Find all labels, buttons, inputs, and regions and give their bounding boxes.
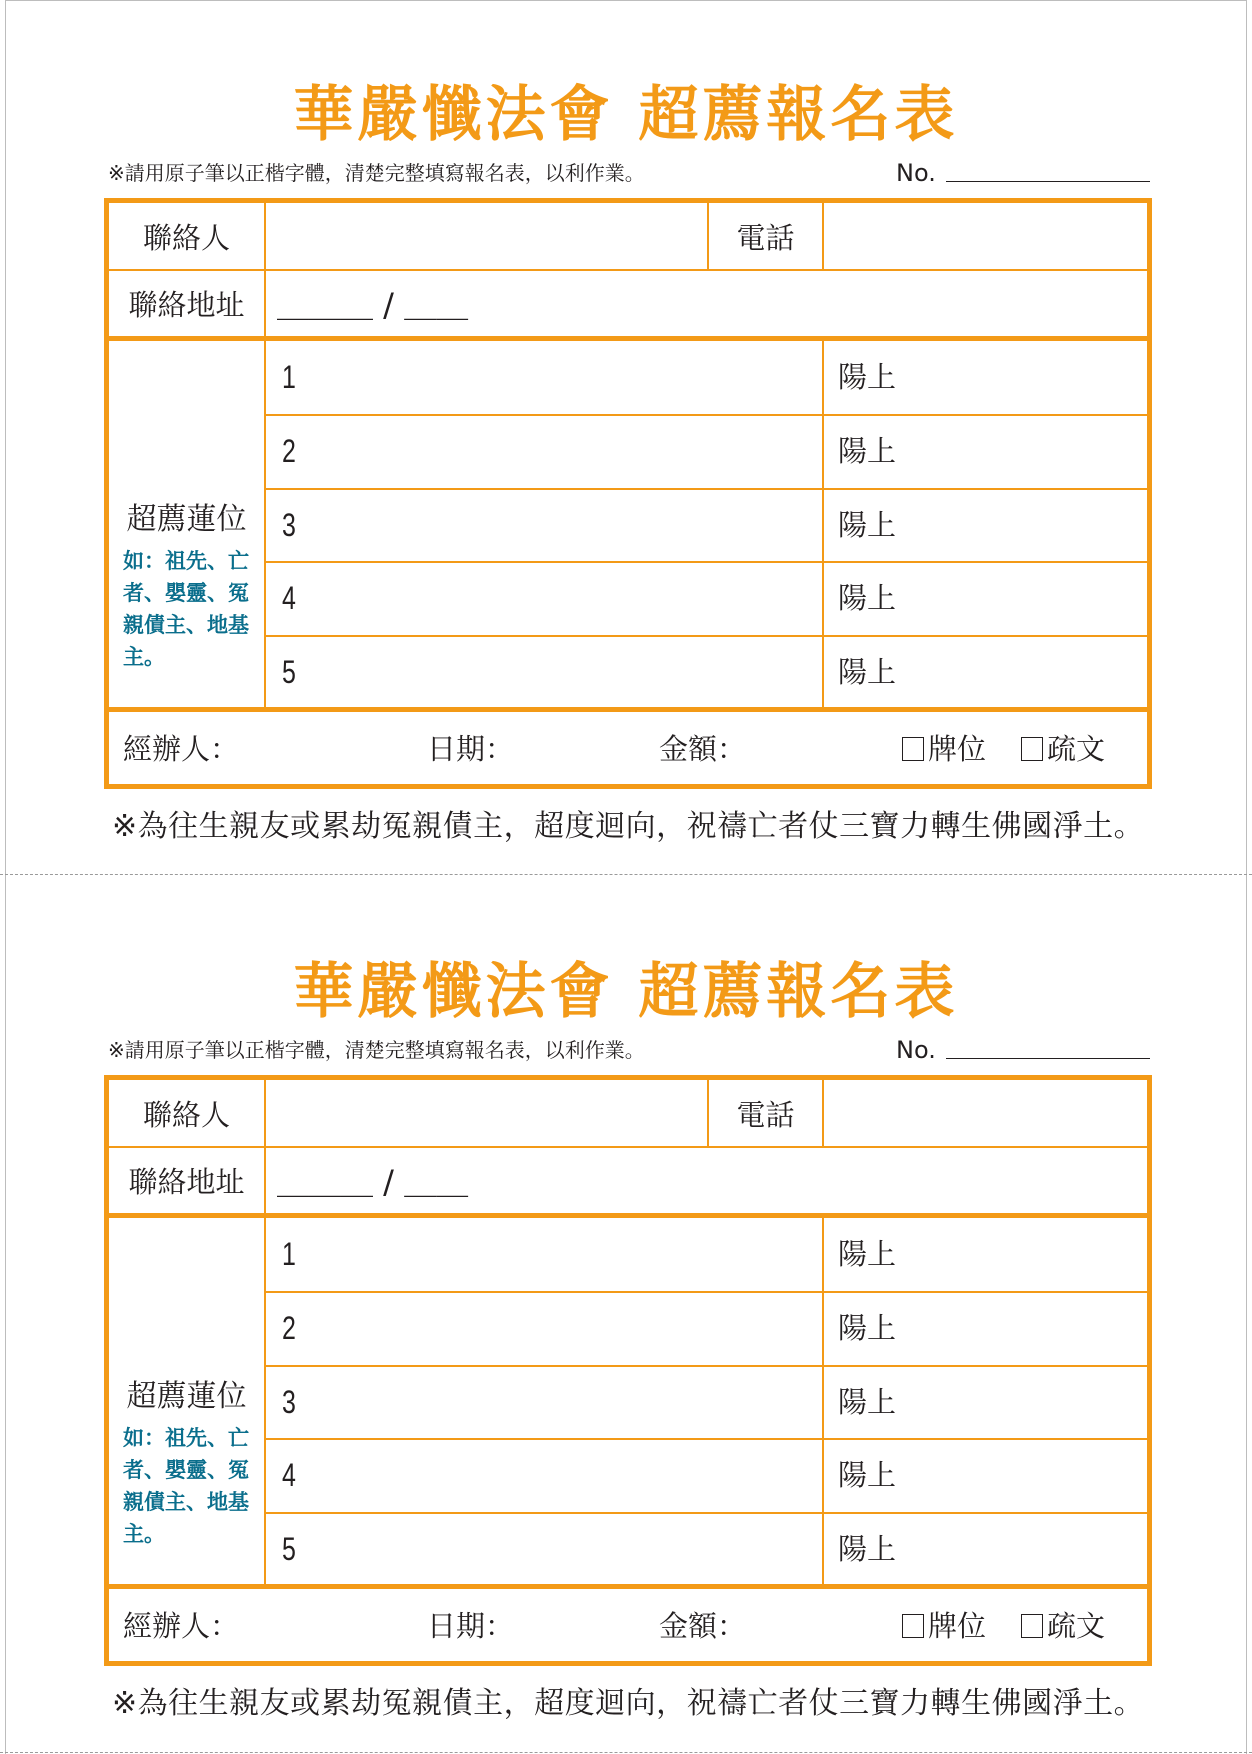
row-number: 1 (282, 1236, 296, 1272)
row-divider (264, 414, 1147, 416)
serial-no-label: No. (896, 1036, 936, 1064)
col-divider (822, 336, 824, 707)
row-number: 2 (282, 1310, 296, 1346)
checkbox-icon[interactable] (1021, 737, 1043, 761)
tablet-label: 超薦蓮位 (126, 1379, 247, 1414)
form-table (104, 1075, 1152, 1666)
option-prayer-label: 疏文 (1047, 1609, 1106, 1643)
row-number: 3 (282, 1384, 296, 1420)
phone-field[interactable] (824, 1080, 1147, 1146)
option-tablet[interactable] (902, 729, 986, 769)
yang-label: 陽上 (838, 1311, 897, 1345)
serial-no-label: No. (896, 159, 936, 187)
option-prayer-label: 疏文 (1047, 732, 1106, 766)
phone-label: 電話 (736, 1097, 795, 1132)
registration-form-bottom (0, 877, 1252, 1751)
cut-line (0, 1752, 1252, 1753)
row-number: 4 (282, 580, 296, 616)
handler-label: 經辦人： (123, 732, 240, 766)
bottom-note: ※為往生親友或累劫冤親債主，超度迴向，祝禱亡者仗三寶力轉生佛國淨土。 (112, 809, 1145, 844)
instruction-text: ※請用原子筆以正楷字體，清楚完整填寫報名表，以利作業。 (108, 161, 645, 185)
option-tablet-label: 牌位 (928, 1609, 987, 1643)
row-number: 5 (282, 1531, 296, 1567)
tablet-note: 如：祖先、亡者、嬰靈、冤親債主、地基主。 (123, 1426, 249, 1546)
option-prayer[interactable] (1021, 729, 1105, 769)
row-number: 1 (282, 359, 296, 395)
form-title: 華嚴懺法會 超薦報名表 (293, 80, 959, 150)
serial-no-line[interactable] (946, 181, 1150, 182)
option-prayer[interactable] (1021, 1606, 1105, 1646)
address-slots: ＿＿＿ / ＿＿ (277, 286, 469, 324)
section-divider (109, 707, 1147, 712)
row-number: 2 (282, 433, 296, 469)
row-number: 4 (282, 1457, 296, 1493)
registration-form-top (0, 0, 1252, 874)
yang-label: 陽上 (838, 1385, 897, 1419)
form-table (104, 198, 1152, 789)
form-title: 華嚴懺法會 超薦報名表 (293, 957, 959, 1027)
row-divider (264, 1291, 1147, 1293)
yang-label: 陽上 (838, 581, 897, 615)
instruction-text: ※請用原子筆以正楷字體，清楚完整填寫報名表，以利作業。 (108, 1038, 645, 1062)
bottom-note: ※為往生親友或累劫冤親債主，超度迴向，祝禱亡者仗三寶力轉生佛國淨土。 (112, 1686, 1145, 1721)
row-divider (264, 488, 1147, 490)
yang-label: 陽上 (838, 508, 897, 542)
contact-label: 聯絡人 (142, 220, 230, 255)
phone-label: 電話 (736, 220, 795, 255)
address-label: 聯絡地址 (128, 1165, 245, 1199)
checkbox-icon[interactable] (902, 737, 924, 761)
row-number: 3 (282, 507, 296, 543)
contact-field[interactable] (266, 1080, 707, 1146)
row-divider (264, 1438, 1147, 1440)
section-divider (109, 1584, 1147, 1589)
contact-label: 聯絡人 (142, 1097, 230, 1132)
checkbox-icon[interactable] (902, 1614, 924, 1638)
row-divider (264, 1512, 1147, 1514)
row-divider (264, 1365, 1147, 1367)
amount-label: 金額： (659, 732, 747, 766)
tablet-label: 超薦蓮位 (126, 502, 247, 537)
row-divider (264, 561, 1147, 563)
serial-no-line[interactable] (946, 1058, 1150, 1059)
row-number: 5 (282, 654, 296, 690)
contact-field[interactable] (266, 203, 707, 269)
address-slots: ＿＿＿ / ＿＿ (277, 1163, 469, 1201)
yang-label: 陽上 (838, 1532, 897, 1566)
yang-label: 陽上 (838, 1237, 897, 1271)
yang-label: 陽上 (838, 655, 897, 689)
tablet-note: 如：祖先、亡者、嬰靈、冤親債主、地基主。 (123, 549, 249, 669)
col-divider (822, 1213, 824, 1584)
phone-field[interactable] (824, 203, 1147, 269)
yang-label: 陽上 (838, 1458, 897, 1492)
checkbox-icon[interactable] (1021, 1614, 1043, 1638)
cut-line (0, 874, 1252, 875)
yang-label: 陽上 (838, 360, 897, 394)
date-label: 日期： (427, 1609, 515, 1643)
handler-label: 經辦人： (123, 1609, 240, 1643)
amount-label: 金額： (659, 1609, 747, 1643)
yang-label: 陽上 (838, 434, 897, 468)
option-tablet-label: 牌位 (928, 732, 987, 766)
date-label: 日期： (427, 732, 515, 766)
address-label: 聯絡地址 (128, 288, 245, 322)
row-divider (264, 635, 1147, 637)
option-tablet[interactable] (902, 1606, 986, 1646)
